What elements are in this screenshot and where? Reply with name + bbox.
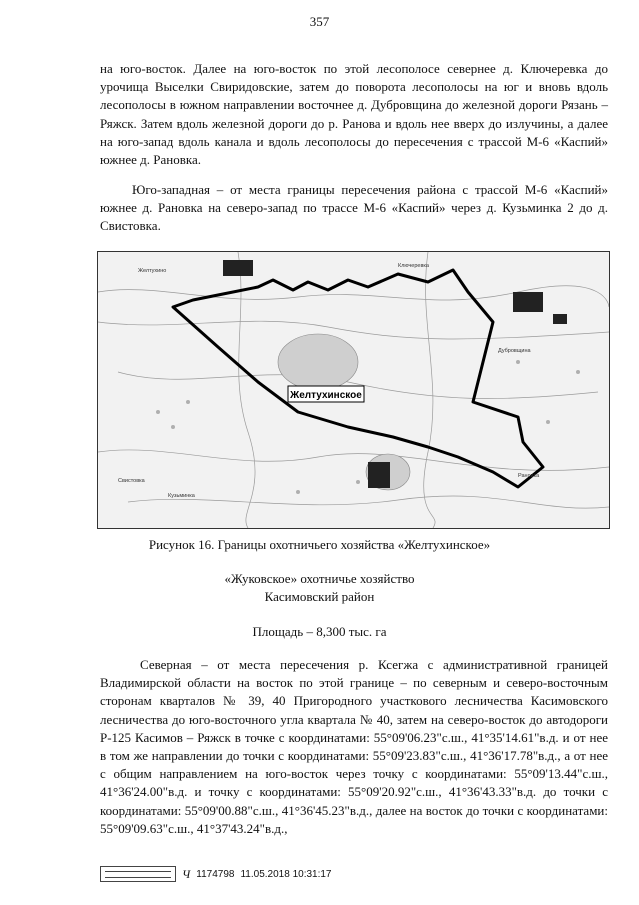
paragraph-continuation: на юго-восток. Далее на юго-восток по этой лесополосе севернее д. Ключеревка до урочища Выселки Свиридовские, затем до поворота лесополосы на юг и вновь вдоль лесополосы в южном направлении восточнее д. Дубровщина до железной дороги Рязань – Ряжск. Затем вдоль железной дороги до р. Ранова и вдоль нее вверх до излучины, а далее на юго-запад вдоль канала и вдоль лесополосы до пересечения с трассой М-6 «Каспий» южнее д. Рановка. — [100, 61, 608, 168]
document-timestamp: 11.05.2018 10:31:17 — [240, 868, 332, 880]
district-name: Касимовский район — [264, 589, 375, 604]
map-place-label: Кузьминка — [168, 493, 195, 499]
map-place-label: Свистовка — [118, 478, 145, 484]
section-title: «Жуковское» охотничье хозяйство — [224, 571, 415, 586]
figure-caption: Рисунок 16. Границы охотничьего хозяйства «Желтухинское» — [148, 537, 491, 552]
map-place-label: Ключеревка — [398, 263, 429, 269]
area-line: Площадь – 8,300 тыс. га — [252, 624, 387, 639]
archive-stamp-icon — [100, 866, 176, 882]
signature-mark: Ч — [182, 866, 191, 881]
map-place-label: Дубровщина — [498, 348, 531, 354]
map-place-label: Рановка — [518, 473, 540, 479]
document-footer — [100, 866, 332, 882]
map-place-label: Желтухино — [138, 268, 167, 274]
hunting-ground-map — [97, 251, 610, 529]
paragraph-south-west-boundary: Юго-западная – от места границы пересечения района с трассой М-6 «Каспий» южнее д. Рановка на северо-запад по трассе М-6 «Каспий» через д. Кузьминка 2 до д. Свистовка. — [100, 182, 608, 234]
map-zone-label: Желтухинское — [290, 390, 362, 401]
document-id: 1174798 — [196, 868, 235, 880]
map-drawing — [98, 252, 609, 528]
paragraph-north-boundary: Северная – от места пересечения р. Ксегжа с административной границей Владимирской области на восток по этой границе – по северным и северо-восточным сторонам кварталов № 39, 40 Пригородного участкового лесничества Касимовского лесничества до юго-восточного угла квартала № 40, затем на северо-восток до автодороги Р-125 Касимов – Ряжск в точке с координатами: 55°09'06.23"с.ш., 41°35'14.61"в.д. и от нее в том же направлении до точки с координатами: 55°09'23.83"с.ш., 41°36'17.78"в.д., а от нее с общим направлением на юго-восток через точку с координатами: 55°09'13.44"с.ш., 41°36'24.00"в.д. и точку с координатами: 55°09'20.92"с.ш., 41°36'43.33"в.д. до точки с координатами: 55°09'00.88"с.ш., 41°36'45.23"в.д., далее на восток до точки с координатами: 55°09'09.63"с.ш., 41°37'43.24"в.д., — [100, 657, 608, 836]
page-number: 357 — [309, 14, 330, 29]
